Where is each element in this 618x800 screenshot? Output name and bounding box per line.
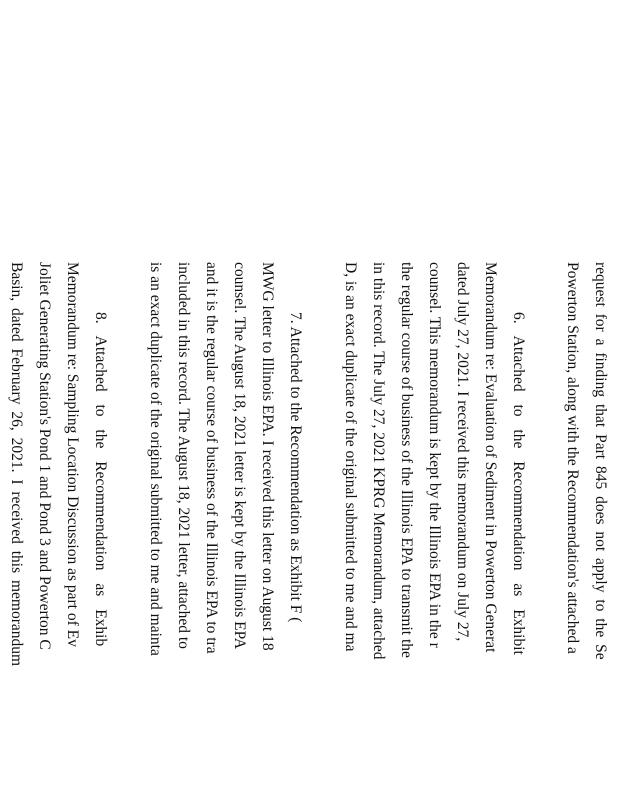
text-line: Powerton Station, along with the Recommendation's attached a bbox=[564, 262, 581, 654]
text-line: 6. Attached to the Recommendation as Exhibit bbox=[510, 312, 527, 655]
text-line: MWG letter to Illinois EPA. I received this letter on August 18 bbox=[259, 262, 276, 651]
text-line: in this record. The July 27, 2021 KPRG Memorandum, attached bbox=[370, 262, 387, 660]
text-line: Memorandum re: Sampling Location Discussion as part of Ev bbox=[64, 262, 81, 647]
text-line: and it is the regular course of business of the Illinois EPA to tra bbox=[203, 262, 220, 654]
text-line: counsel. The August 18, 2021 letter is kept by the Illinois EPA bbox=[231, 262, 248, 650]
text-line: included in this record. The August 18, 2021 letter, attached to bbox=[175, 262, 192, 649]
text-line: Basin, dated February 26, 2021. I received this memorandum bbox=[8, 262, 25, 667]
text-line: Memorandum re: Evaluation of Sediment in Powerton Generat bbox=[482, 262, 499, 653]
text-line: Joliet Generating Station's Pond 1 and Pond 3 and Powerton C bbox=[36, 262, 53, 650]
text-line: D, is an exact duplicate of the original submitted to me and ma bbox=[342, 262, 359, 652]
text-line: 7. Attached to the Recommendation as Exhibit F ( bbox=[287, 312, 304, 623]
text-line: request for a finding that Part 845 does not apply to the Se bbox=[592, 262, 609, 660]
rotated-text-block bbox=[0, 262, 615, 800]
text-line: 8. Attached to the Recommendation as Exhib bbox=[92, 312, 109, 647]
text-line: is an exact duplicate of the original submitted to me and mainta bbox=[147, 262, 164, 656]
text-line: dated July 27, 2021. I received this memorandum on July 27, bbox=[454, 262, 471, 642]
text-line: the regular course of business of the Illinois EPA to transmit the bbox=[398, 262, 415, 658]
text-line: counsel. This memorandum is kept by the Illinois EPA in the r bbox=[426, 262, 443, 648]
